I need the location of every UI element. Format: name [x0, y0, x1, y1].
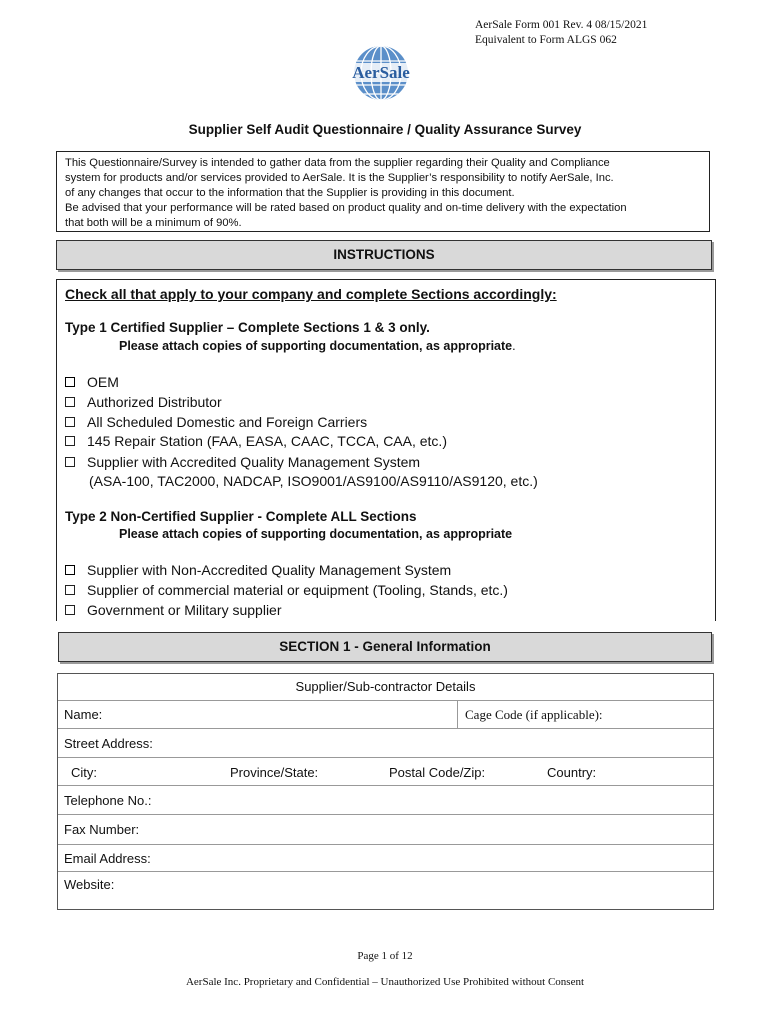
intro-line: system for products and/or services provided to AerSale. It is the Supplier’s responsibility to notify AerSale, Inc. [65, 172, 614, 184]
intro-line: that both will be a minimum of 90%. [65, 217, 242, 229]
intro-box [56, 151, 710, 232]
postal-code-label[interactable]: Postal Code/Zip: [389, 765, 486, 780]
check-all-heading: Check all that apply to your company and complete Sections accordingly: [65, 286, 557, 302]
cage-code-label: Cage Code (if applicable): [465, 707, 603, 722]
type1-note [119, 339, 516, 353]
email-field[interactable] [58, 845, 713, 872]
type1-option-authorized-distributor[interactable] [65, 394, 222, 410]
table-row-name [58, 701, 713, 729]
option-label: Supplier with Non-Accredited Quality Management System [87, 562, 452, 578]
page-title: Supplier Self Audit Questionnaire / Quality Assurance Survey [188, 122, 582, 137]
checkbox[interactable] [65, 397, 75, 407]
type1-option-carriers[interactable] [65, 414, 367, 430]
intro-line: This Questionnaire/Survey is intended to gather data from the supplier regarding their Quality and Compliance [65, 157, 610, 169]
city-label[interactable]: City: [71, 765, 97, 780]
checkbox[interactable] [65, 605, 75, 615]
checkbox[interactable] [65, 565, 75, 575]
option-label: 145 Repair Station (FAA, EASA, CAAC, TCCA, CAA, etc.) [87, 433, 447, 449]
cage-code-field[interactable] [458, 701, 713, 728]
option-label: Supplier with Accredited Quality Management System [87, 454, 421, 470]
option-label: OEM [87, 374, 119, 390]
form-equivalent: Equivalent to Form ALGS 062 [475, 34, 617, 46]
type2-note: Please attach copies of supporting documentation, as appropriate [119, 527, 513, 541]
checkbox[interactable] [65, 436, 75, 446]
type1-heading: Type 1 Certified Supplier – Complete Sections 1 & 3 only. [65, 320, 430, 335]
type1-note-text: Please attach copies of supporting documentation, as appropriate [119, 339, 513, 353]
telephone-label: Telephone No.: [64, 793, 152, 808]
street-address-field[interactable] [58, 729, 713, 758]
checkbox[interactable] [65, 417, 75, 427]
logo-text: AerSale [352, 63, 410, 82]
type2-option-commercial-material[interactable] [65, 582, 508, 598]
intro-line: Be advised that your performance will be rated based on product quality and on-time delivery with the expectation [65, 202, 627, 214]
name-label: Name: [64, 707, 103, 722]
street-address-label: Street Address: [64, 736, 153, 751]
email-label: Email Address: [64, 851, 151, 866]
name-field[interactable] [58, 701, 458, 728]
table-row-location [58, 758, 713, 786]
country-label[interactable]: Country: [547, 765, 597, 780]
type2-option-government[interactable] [65, 602, 282, 618]
logo-globe-icon [338, 44, 424, 102]
supplier-details-table [57, 673, 714, 910]
checkbox[interactable] [65, 377, 75, 387]
type1-note-end: . [512, 339, 516, 353]
website-label: Website: [64, 877, 115, 892]
fax-field[interactable] [58, 815, 713, 845]
confidential-notice: AerSale Inc. Proprietary and Confidential – Unauthorized Use Prohibited without Consent [185, 976, 585, 988]
type1-option-continuation: (ASA-100, TAC2000, NADCAP, ISO9001/AS9100/AS9110/AS9120, etc.) [89, 473, 538, 489]
instructions-heading: INSTRUCTIONS [56, 240, 712, 270]
fax-label: Fax Number: [64, 822, 140, 837]
option-label: All Scheduled Domestic and Foreign Carriers [87, 414, 368, 430]
type1-option-repair-station[interactable] [65, 433, 447, 449]
section1-heading: SECTION 1 - General Information [58, 632, 712, 662]
type2-option-non-accredited-qms[interactable] [65, 562, 451, 578]
table-title: Supplier/Sub-contractor Details [58, 674, 713, 701]
type1-option-oem[interactable] [65, 374, 119, 390]
intro-line: of any changes that occur to the information that the Supplier is providing in this document. [65, 187, 515, 199]
form-number-block [475, 18, 647, 48]
province-label[interactable]: Province/State: [230, 765, 319, 780]
aersale-logo [338, 44, 424, 102]
checkbox[interactable] [65, 457, 75, 467]
option-label: Supplier of commercial material or equipment (Tooling, Stands, etc.) [87, 582, 508, 598]
checkbox[interactable] [65, 585, 75, 595]
telephone-field[interactable] [58, 786, 713, 815]
form-number: AerSale Form 001 Rev. 4 08/15/2021 [475, 19, 648, 31]
website-field[interactable] [58, 872, 713, 908]
option-label: Authorized Distributor [87, 394, 222, 410]
type1-option-accredited-qms[interactable] [65, 454, 420, 470]
type2-heading: Type 2 Non-Certified Supplier - Complete ALL Sections [65, 509, 417, 524]
page-number: Page 1 of 12 [357, 950, 413, 962]
option-label: Government or Military supplier [87, 602, 282, 618]
